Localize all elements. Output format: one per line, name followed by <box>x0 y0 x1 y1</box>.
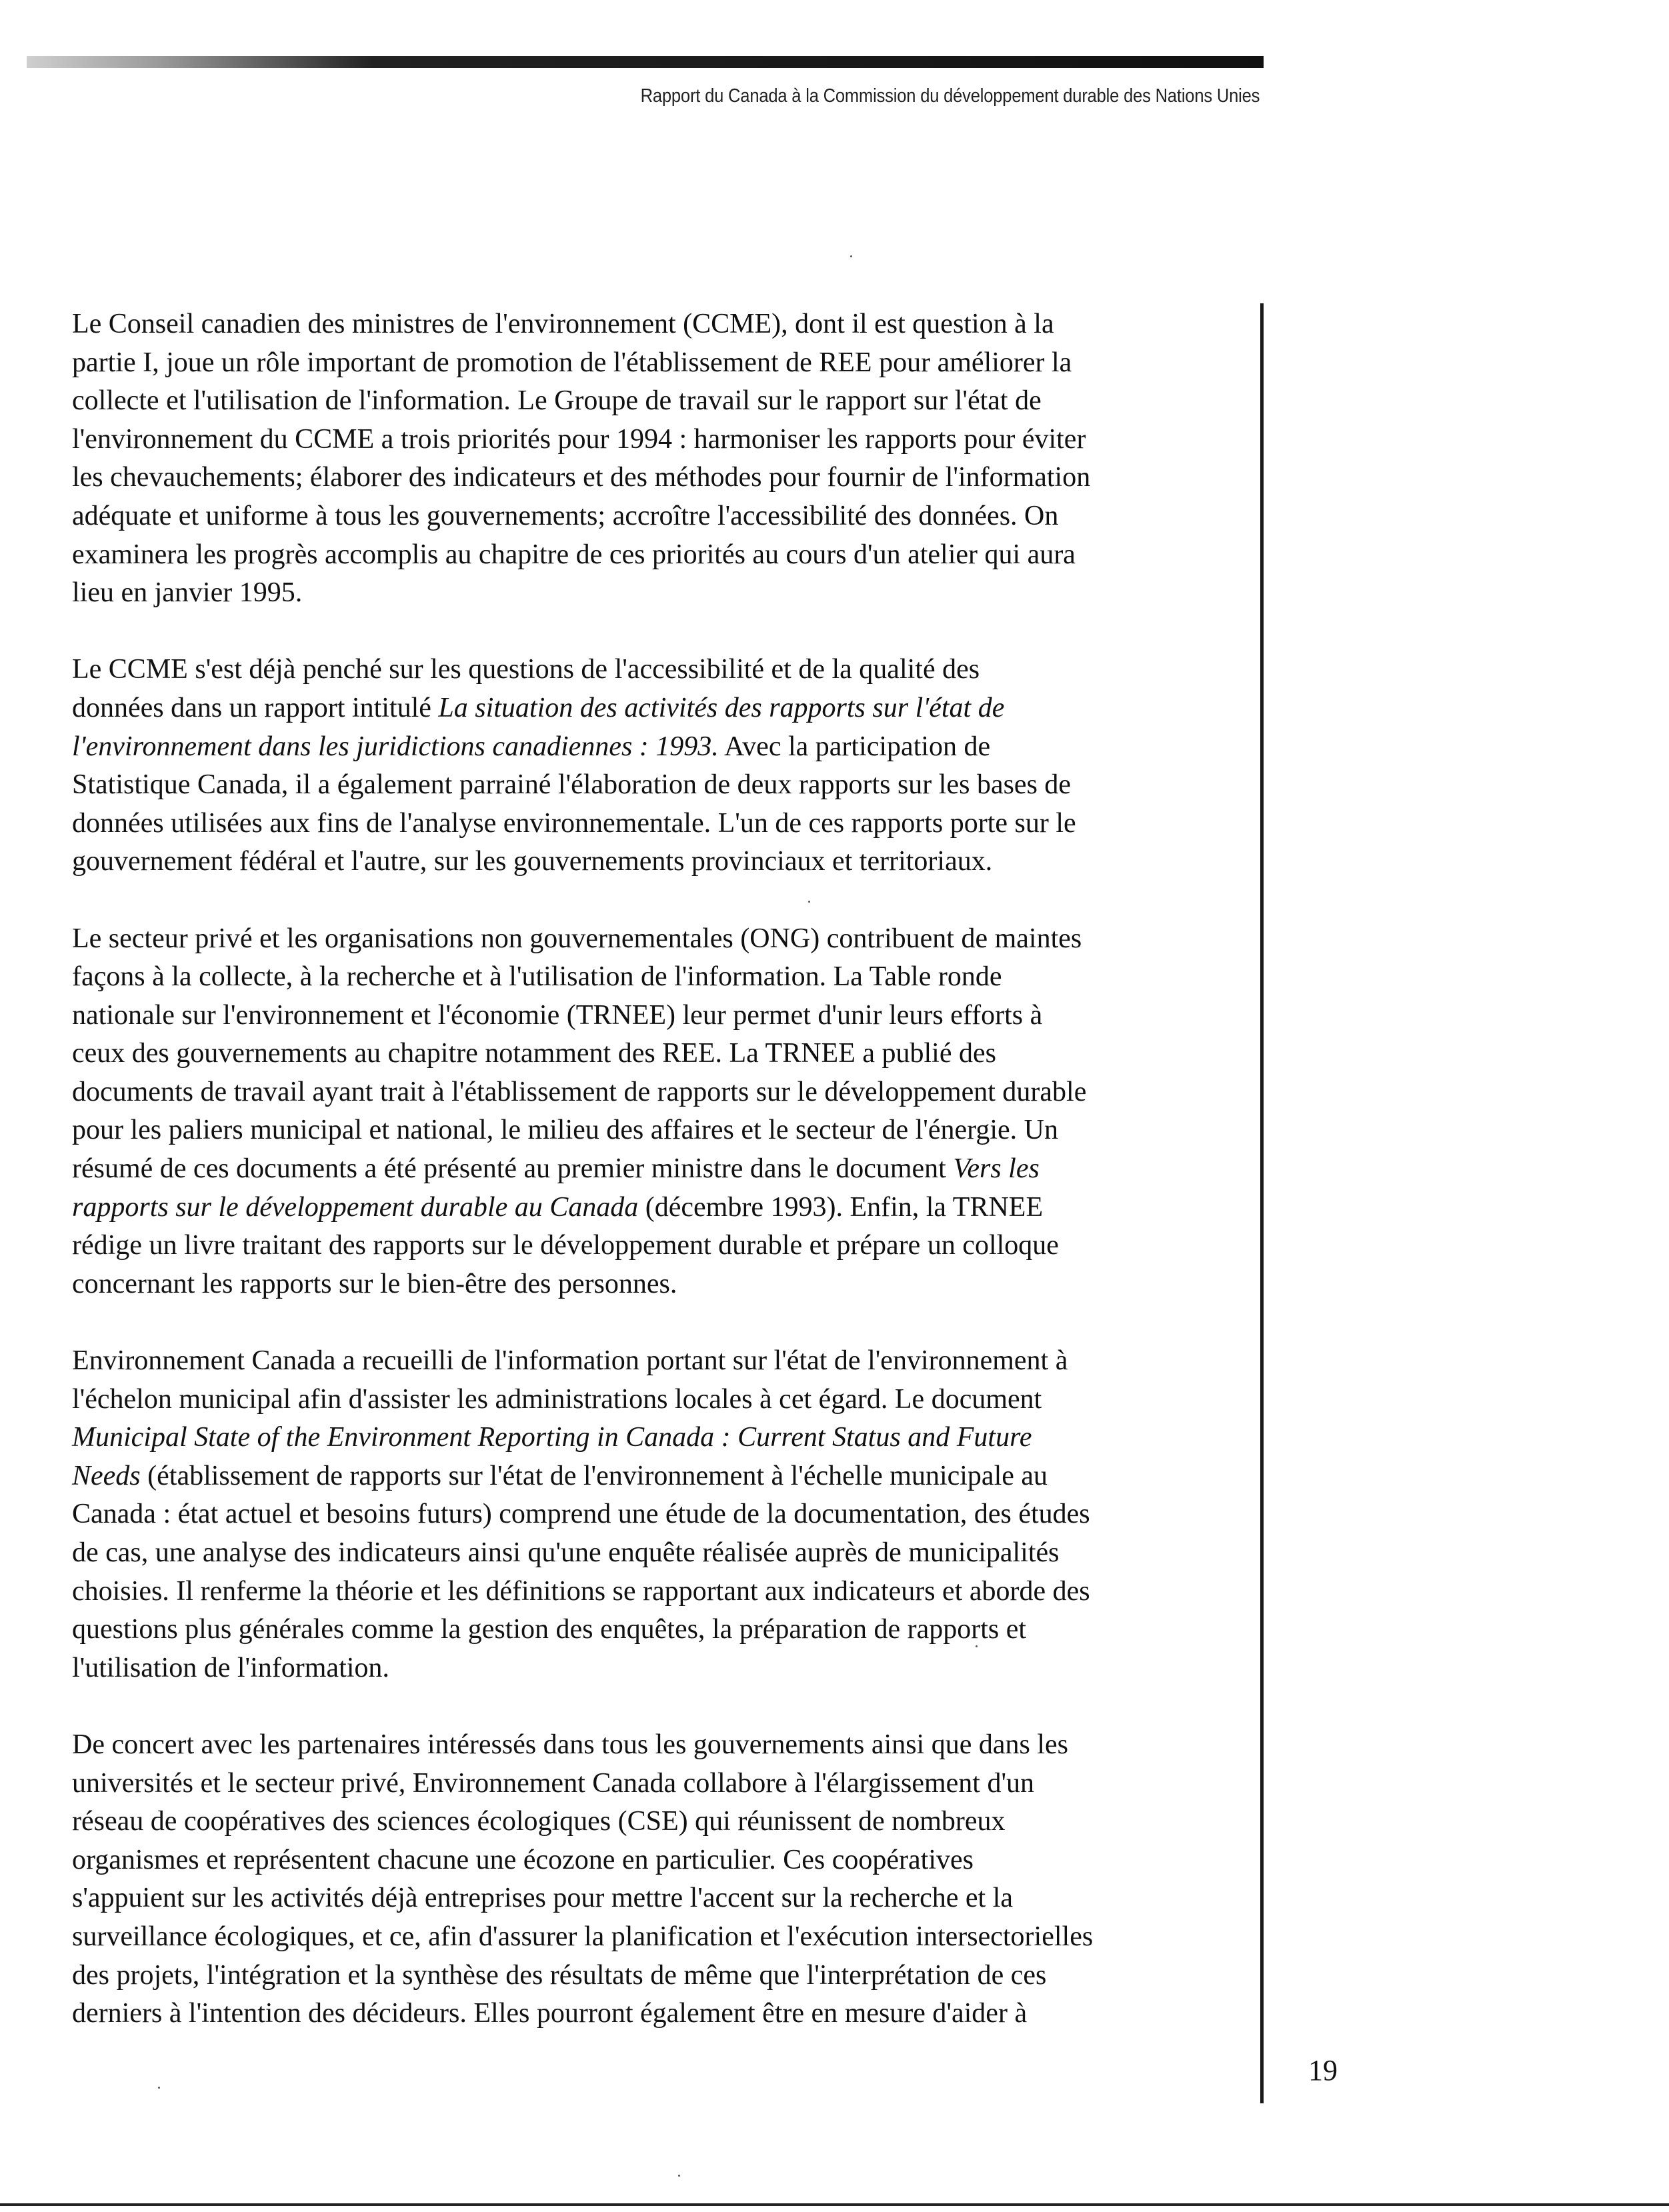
text-line <box>72 920 1232 959</box>
text-line <box>72 459 1232 497</box>
text-line <box>72 1457 1232 1496</box>
text-line <box>72 1150 1232 1189</box>
scan-speck <box>976 1645 978 1647</box>
body-text-run: résumé de ces documents a été présenté au premier ministre dans le document <box>72 1153 954 1185</box>
body-text-run: Canada : état actuel et besoins futurs) comprend une étude de la documentation, des études <box>72 1499 1090 1530</box>
text-line <box>72 843 1232 881</box>
body-text-run: Le Conseil canadien des ministres de l'environnement (CCME), dont il est question à la <box>72 309 1054 339</box>
running-header: Rapport du Canada à la Commission du développement durable des Nations Unies <box>640 85 1260 107</box>
text-line <box>72 1419 1232 1457</box>
scan-speck <box>158 2087 160 2089</box>
body-text-run: Environnement Canada a recueilli de l'information portant sur l'état de l'environnement à <box>72 1345 1068 1377</box>
text-line <box>72 1534 1232 1573</box>
text-line <box>72 651 1232 689</box>
text-line <box>72 1265 1232 1304</box>
body-text-run: choisies. Il renferme la théorie et les définitions se rapportant aux indicateurs et aborde des <box>72 1575 1090 1607</box>
body-text-run: pour les paliers municipal et national, le milieu des affaires et le secteur de l'énergie. Un <box>72 1115 1058 1146</box>
body-text-run: collecte et l'utilisation de l'information. Le Groupe de travail sur le rapport sur l'état de <box>72 385 1042 417</box>
text-line <box>72 805 1232 843</box>
text-line <box>72 305 1232 344</box>
text-line <box>72 1765 1232 1803</box>
body-text-run: Le CCME s'est déjà penché sur les questions de l'accessibilité et de la qualité des <box>72 654 980 685</box>
body-text-run: Statistique Canada, il a également parrainé l'élaboration de deux rapports sur les bases de <box>72 769 1072 801</box>
body-text-run: surveillance écologiques, et ce, afin d'assurer la planification et l'exécution intersectorielles <box>72 1921 1094 1952</box>
body-text-run: (décembre 1993). Enfin, la TRNEE <box>638 1191 1044 1223</box>
text-line <box>72 1803 1232 1841</box>
text-line <box>72 1649 1232 1688</box>
body-text-run: données utilisées aux fins de l'analyse environnementale. L'un de ces rapports porte sur le <box>72 807 1076 839</box>
body-text-run: (établissement de rapports sur l'état de l'environnement à l'échelle municipale au <box>140 1460 1048 1491</box>
italic-title-text: La situation des activités des rapports sur l'état de <box>438 692 1005 723</box>
text-line <box>72 536 1232 575</box>
text-line <box>72 1073 1232 1112</box>
text-line <box>72 1841 1232 1880</box>
italic-title-text: l'environnement dans les juridictions canadiennes : 1993. <box>72 731 719 762</box>
text-line <box>72 1918 1232 1957</box>
text-line <box>72 958 1232 997</box>
body-text-run: universités et le secteur privé, Environnement Canada collabore à l'élargissement d'un <box>72 1767 1035 1799</box>
body-text-run: gouvernement fédéral et l'autre, sur les gouvernements provinciaux et territoriaux. <box>72 846 993 877</box>
text-line <box>72 1611 1232 1649</box>
body-text-run: les chevauchements; élaborer des indicateurs et des méthodes pour fournir de l'information <box>72 462 1091 493</box>
paragraph <box>72 1726 1232 2033</box>
body-text-run: examinera les progrès accomplis au chapitre de ces priorités au cours d'un atelier qui aura <box>72 539 1076 570</box>
body-text-run: ceux des gouvernements au chapitre notamment des REE. La TRNEE a publié des <box>72 1038 996 1069</box>
text-line <box>72 344 1232 383</box>
body-text-run: réseau de coopératives des sciences écologiques (CSE) qui réunissent de nombreux <box>72 1806 1006 1837</box>
body-text-run: De concert avec les partenaires intéressés dans tous les gouvernements ainsi que dans les <box>72 1729 1068 1760</box>
body-text-run: rédige un livre traitant des rapports sur le développement durable et prépare un colloque <box>72 1230 1059 1261</box>
italic-title-text: Vers les <box>953 1153 1040 1185</box>
document-body <box>72 305 1232 2071</box>
text-line <box>72 421 1232 459</box>
body-text-run: adéquate et uniforme à tous les gouvernements; accroître l'accessibilité des données. On <box>72 500 1059 531</box>
text-line <box>72 1227 1232 1265</box>
text-line <box>72 997 1232 1035</box>
body-text-run: documents de travail ayant trait à l'établissement de rapports sur le développement durable <box>72 1076 1087 1107</box>
text-line <box>72 1189 1232 1227</box>
text-line <box>72 1035 1232 1073</box>
italic-title-text: Needs <box>72 1460 141 1491</box>
body-text-run: l'environnement du CCME a trois priorités pour 1994 : harmoniser les rapports pour éviter <box>72 423 1086 455</box>
body-text-run: de cas, une analyse des indicateurs ainsi qu'une enquête réalisée auprès de municipalités <box>72 1537 1060 1568</box>
page-number: 19 <box>1308 2054 1338 2087</box>
text-line <box>72 1381 1232 1419</box>
text-line <box>72 1879 1232 1918</box>
scan-speck <box>678 2175 680 2177</box>
paragraph <box>72 651 1232 881</box>
text-line <box>72 1726 1232 1765</box>
text-line <box>72 1495 1232 1534</box>
text-line <box>72 1111 1232 1150</box>
body-text-run: l'utilisation de l'information. <box>72 1652 389 1683</box>
text-line <box>72 1957 1232 1995</box>
body-text-run: organismes et représentent chacune une écozone en particulier. Ces coopératives <box>72 1844 974 1875</box>
body-text-run: concernant les rapports sur le bien-être des personnes. <box>72 1268 677 1299</box>
scan-bottom-edge <box>0 2203 1669 2206</box>
text-line <box>72 1995 1232 2033</box>
paragraph <box>72 305 1232 613</box>
revision-margin-bar <box>1260 303 1264 2103</box>
text-line <box>72 766 1232 805</box>
text-line <box>72 382 1232 421</box>
text-line <box>72 574 1232 613</box>
body-text-run: l'échelon municipal afin d'assister les administrations locales à cet égard. Le document <box>72 1383 1042 1415</box>
text-line <box>72 497 1232 536</box>
body-text-run: des projets, l'intégration et la synthèse des résultats de même que l'interprétation de ces <box>72 1959 1047 1991</box>
paragraph <box>72 920 1232 1304</box>
text-line <box>72 728 1232 767</box>
body-text-run: données dans un rapport intitulé <box>72 692 439 723</box>
body-text-run: Le secteur privé et les organisations non gouvernementales (ONG) contribuent de maintes <box>72 923 1082 954</box>
body-text-run: questions plus générales comme la gestion des enquêtes, la préparation de rapports et <box>72 1614 1027 1645</box>
header-rule <box>27 56 1264 68</box>
scan-speck <box>808 901 810 903</box>
scan-speck <box>850 255 852 257</box>
body-text-run: Avec la participation de <box>718 731 991 762</box>
body-text-run: partie I, joue un rôle important de promotion de l'établissement de REE pour améliorer la <box>72 347 1072 378</box>
body-text-run: s'appuient sur les activités déjà entreprises pour mettre l'accent sur la recherche et la <box>72 1883 1014 1914</box>
body-text-run: derniers à l'intention des décideurs. Elles pourront également être en mesure d'aider à <box>72 1998 1028 2029</box>
text-line <box>72 1573 1232 1611</box>
text-line <box>72 689 1232 728</box>
body-text-run: lieu en janvier 1995. <box>72 577 303 609</box>
body-text-run: façons à la collecte, à la recherche et à l'utilisation de l'information. La Table ronde <box>72 961 1002 993</box>
italic-title-text: Municipal State of the Environment Reporting in Canada : Current Status and Future <box>72 1422 1032 1453</box>
italic-title-text: rapports sur le développement durable au Canada <box>72 1191 639 1223</box>
paragraph <box>72 1342 1232 1687</box>
text-line <box>72 1342 1232 1381</box>
body-text-run: nationale sur l'environnement et l'économie (TRNEE) leur permet d'unir leurs efforts à <box>72 999 1043 1031</box>
